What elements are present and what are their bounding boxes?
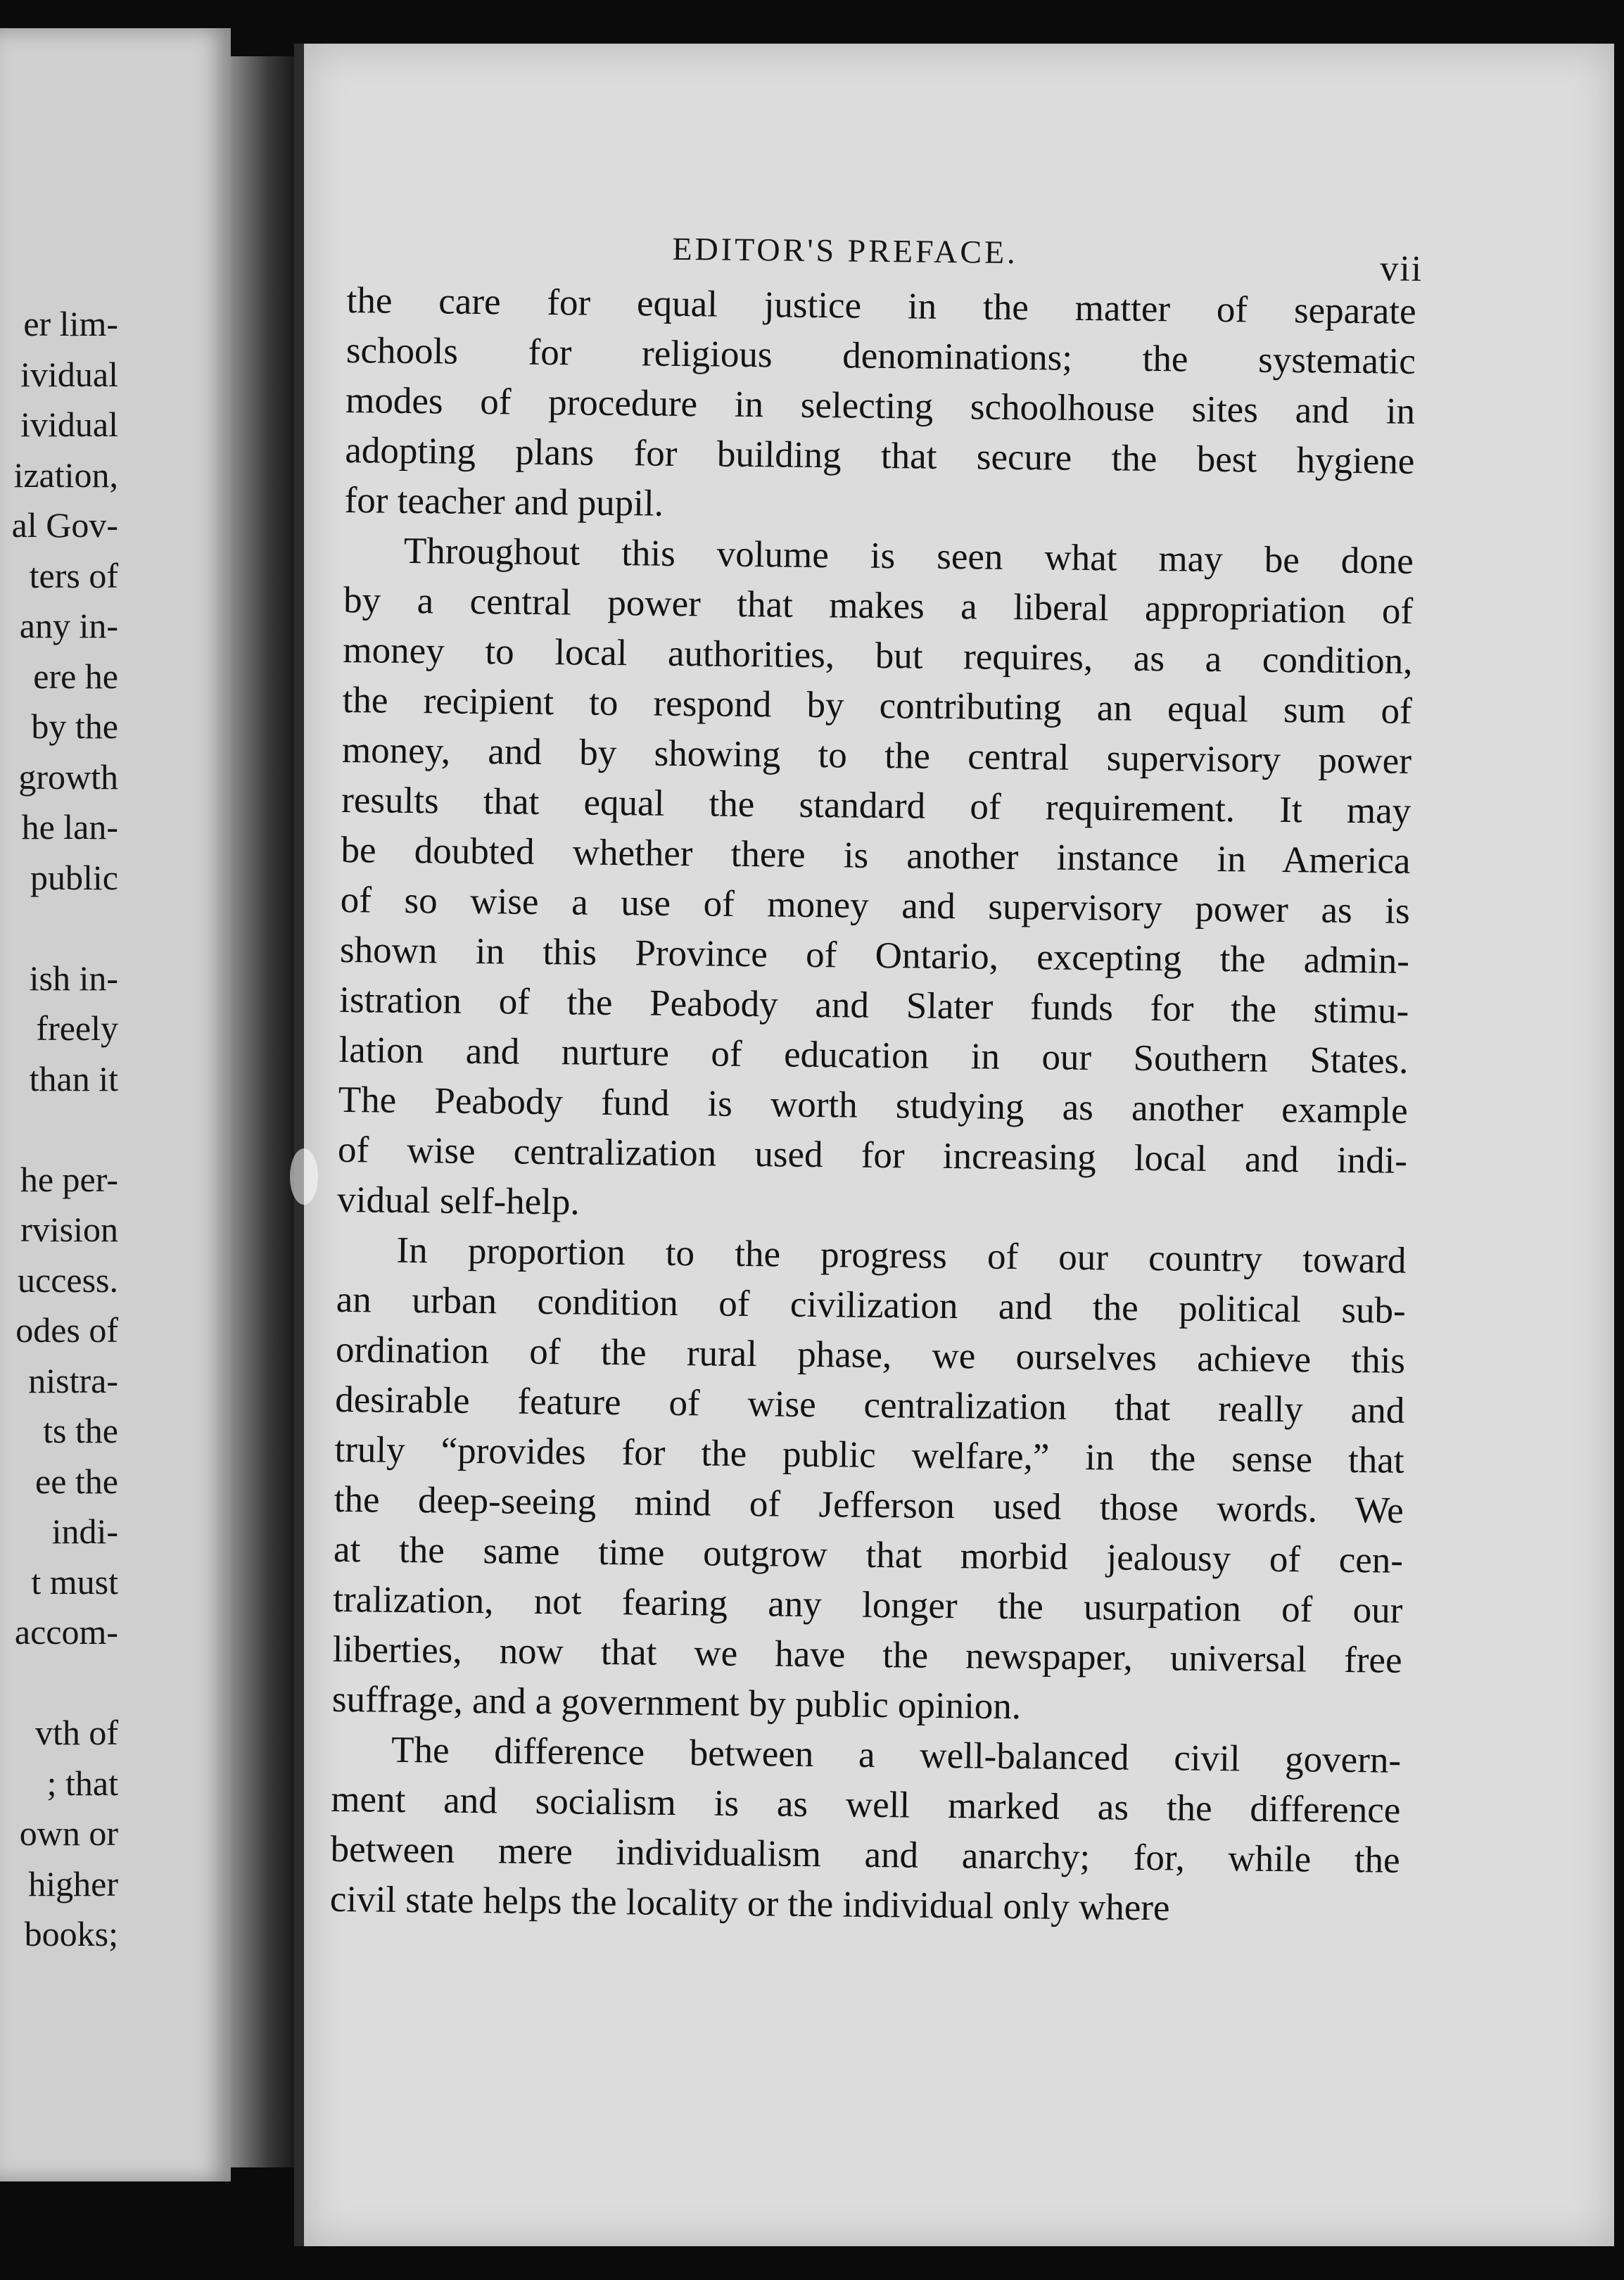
facing-page-line: higher — [28, 1863, 118, 1904]
facing-page-line: t must — [31, 1562, 118, 1602]
text-line: istration of the Peabody and Slater funds for the stimu- — [338, 979, 1409, 1032]
running-head — [347, 213, 1423, 290]
text-line: The Peabody fund is worth studying as another example — [338, 1079, 1409, 1132]
facing-page-line: ; that — [46, 1763, 118, 1803]
main-page — [294, 44, 1614, 2246]
text-line: Throughout this volume is seen what may be done — [403, 530, 1414, 582]
text-line: money, and by showing to the central supervisory power — [341, 729, 1412, 782]
facing-page-line: he per- — [20, 1159, 118, 1199]
text-line: civil state helps the locality or the individual only where — [329, 1878, 1170, 1929]
text-line: ment and socialism is as well marked as the difference — [331, 1778, 1401, 1831]
facing-page-line: vth of — [34, 1713, 118, 1752]
text-line: money to local authorities, but requires, as a condition, — [343, 629, 1413, 682]
text-line: liberties, now that we have the newspaper, universal free — [332, 1628, 1402, 1681]
facing-page-line: ters of — [29, 555, 118, 595]
text-line: be doubted whether there is another instance in America — [341, 829, 1411, 882]
text-line: the deep-seeing mind of Jefferson used those words. We — [334, 1478, 1404, 1531]
facing-page-line: growth — [18, 756, 118, 797]
text-line: shown in this Province of Ontario, excepting the admin- — [339, 929, 1410, 982]
facing-page-line: any in- — [19, 606, 118, 645]
page-number: vii — [1379, 248, 1423, 290]
facing-page-text — [0, 299, 118, 1960]
text-line: tralization, not fearing any longer the usurpation of our — [333, 1578, 1403, 1631]
text-line: of so wise a use of money and supervisory power as is — [340, 879, 1410, 932]
facing-page-line — [0, 903, 118, 954]
paragraph — [337, 526, 1414, 1236]
text-line: for teacher and pupil. — [344, 479, 664, 524]
facing-page-text-clip — [0, 28, 225, 2181]
book-gutter — [231, 56, 294, 2167]
text-line: In proportion to the progress of our country toward — [396, 1229, 1407, 1281]
paragraph — [330, 1725, 1402, 1936]
facing-page-line — [0, 1658, 118, 1709]
facing-page-line: indi- — [51, 1512, 118, 1551]
text-line: schools for religious denominations; the systematic — [345, 329, 1416, 382]
facing-page-line: ividual — [20, 405, 118, 444]
facing-page-line: uccess. — [18, 1260, 118, 1300]
facing-page-line: nistra- — [28, 1360, 118, 1400]
paragraph — [344, 276, 1416, 537]
text-line: suffrage, and a government by public opinion. — [331, 1678, 1022, 1728]
text-line: at the same time outgrow that morbid jealousy of cen- — [333, 1528, 1404, 1581]
text-line: the care for equal justice in the matter of separate — [346, 279, 1416, 332]
facing-page-line: er lim- — [23, 304, 118, 343]
text-line: of wise centralization used for increasing local and indi- — [337, 1129, 1408, 1182]
text-line: ordination of the rural phase, we ourselves achieve this — [335, 1329, 1406, 1381]
paragraph — [331, 1225, 1406, 1736]
facing-page-line: ere he — [33, 656, 118, 696]
text-line: desirable feature of wise centralization that really and — [335, 1379, 1405, 1431]
facing-page-line: ization, — [13, 455, 118, 495]
text-line: adopting plans for building that secure the best hygiene — [345, 429, 1415, 482]
facing-page-line: he lan- — [21, 807, 118, 847]
facing-page-line: accom- — [14, 1612, 118, 1652]
facing-page-line: ividual — [20, 354, 118, 394]
facing-page-line: than it — [29, 1058, 118, 1098]
facing-page-line — [0, 1104, 118, 1155]
facing-page-line: public — [30, 857, 118, 897]
facing-page-line: al Gov- — [11, 505, 118, 545]
facing-page-line: ee the — [35, 1461, 118, 1501]
paper-blemish — [290, 1148, 318, 1205]
text-line: modes of procedure in selecting schoolhouse sites and in — [345, 379, 1416, 432]
text-line: results that equal the standard of requirement. It may — [341, 779, 1412, 832]
facing-page-line: by the — [31, 707, 118, 746]
facing-page-line: odes of — [15, 1310, 118, 1350]
facing-page-line: own or — [19, 1813, 118, 1853]
text-line: lation and nurture of education in our Southern States. — [338, 1029, 1409, 1082]
text-line: truly “provides for the public welfare,” in the sense that — [334, 1429, 1404, 1481]
facing-page-line: freely — [36, 1008, 118, 1048]
facing-page-line: books; — [24, 1914, 118, 1953]
text-line: an urban condition of civilization and the political sub- — [336, 1279, 1407, 1331]
text-line: between mere individualism and anarchy; for, while the — [330, 1828, 1400, 1881]
facing-page-line: ts the — [43, 1411, 118, 1450]
text-line: the recipient to respond by contributing an equal sum of — [342, 679, 1412, 732]
running-title: EDITOR'S PREFACE. — [672, 230, 1018, 270]
text-line: The difference between a well-balanced civil govern- — [391, 1729, 1402, 1781]
page-content — [329, 213, 1423, 1936]
facing-page-line: rvision — [20, 1210, 118, 1249]
text-line: by a central power that makes a liberal appropriation of — [343, 579, 1414, 632]
body-text — [330, 276, 1416, 1936]
facing-page-line: ish in- — [29, 958, 118, 998]
text-line: vidual self-help. — [337, 1179, 580, 1223]
